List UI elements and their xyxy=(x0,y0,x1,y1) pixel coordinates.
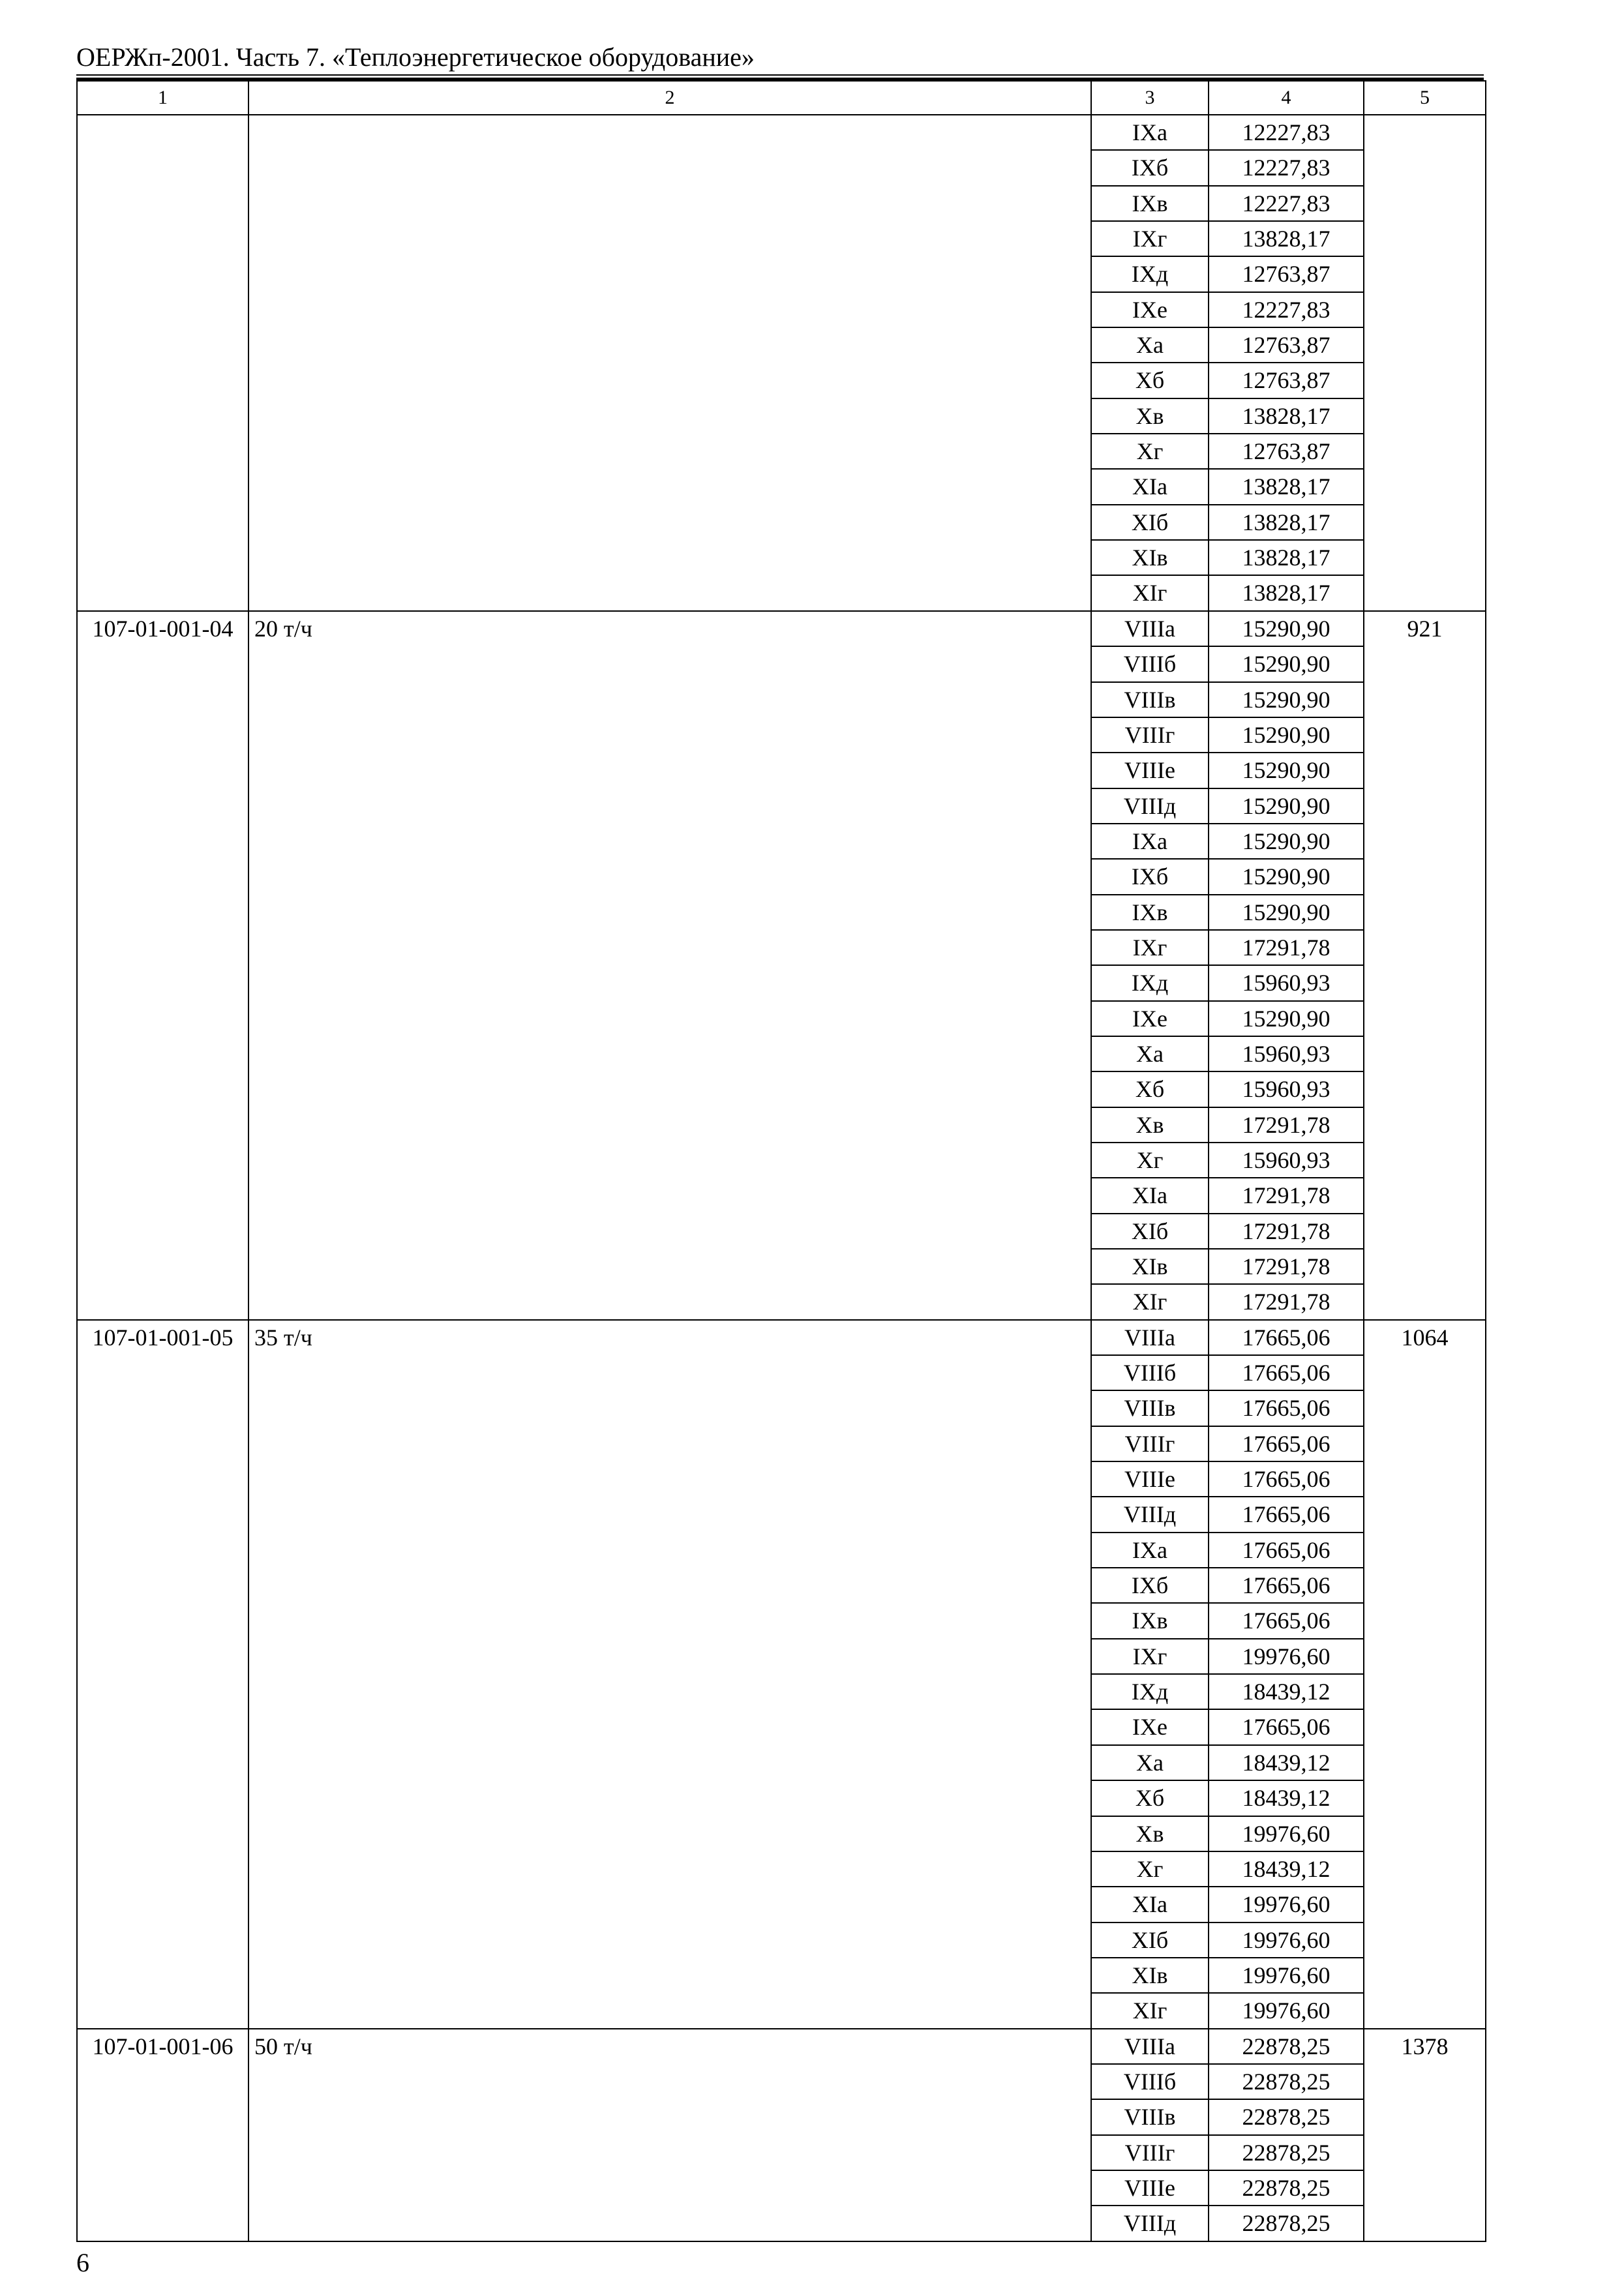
zone-cell: Xв xyxy=(1091,398,1209,434)
zone-cell: XIб xyxy=(1091,505,1209,540)
price-cell: 15960,93 xyxy=(1209,1143,1364,1178)
price-cell: 13828,17 xyxy=(1209,540,1364,575)
price-cell: 12763,87 xyxy=(1209,327,1364,363)
zone-cell: IXe xyxy=(1091,1709,1209,1744)
zone-cell: IXa xyxy=(1091,1533,1209,1568)
item-description-cell: 20 т/ч xyxy=(248,611,1091,1320)
price-cell: 13828,17 xyxy=(1209,221,1364,256)
zone-cell: VIIIв xyxy=(1091,682,1209,717)
price-cell: 18439,12 xyxy=(1209,1674,1364,1709)
price-cell: 15290,90 xyxy=(1209,859,1364,894)
zone-cell: Xв xyxy=(1091,1816,1209,1851)
zone-cell: XIб xyxy=(1091,1214,1209,1249)
value5-cell: 1064 xyxy=(1364,1320,1486,2029)
zone-cell: IXд xyxy=(1091,256,1209,292)
price-cell: 17291,78 xyxy=(1209,930,1364,965)
price-cell: 12763,87 xyxy=(1209,256,1364,292)
zone-cell: Xг xyxy=(1091,1851,1209,1887)
price-cell: 22878,25 xyxy=(1209,2029,1364,2064)
zone-cell: XIв xyxy=(1091,540,1209,575)
price-cell: 13828,17 xyxy=(1209,469,1364,504)
zone-cell: VIIIб xyxy=(1091,1355,1209,1390)
price-cell: 12227,83 xyxy=(1209,292,1364,327)
price-cell: 15290,90 xyxy=(1209,788,1364,824)
price-cell: 22878,25 xyxy=(1209,2135,1364,2170)
zone-cell: IXa xyxy=(1091,824,1209,859)
zone-cell: Xб xyxy=(1091,1780,1209,1816)
item-code-cell: 107-01-001-04 xyxy=(77,611,248,1320)
price-cell: 17665,06 xyxy=(1209,1603,1364,1638)
value5-cell xyxy=(1364,115,1486,611)
table-row xyxy=(77,2029,1486,2064)
price-cell: 19976,60 xyxy=(1209,1816,1364,1851)
price-cell: 17665,06 xyxy=(1209,1461,1364,1497)
table-row xyxy=(77,115,1486,150)
zone-cell: VIIIв xyxy=(1091,2099,1209,2134)
price-cell: 15290,90 xyxy=(1209,753,1364,788)
column-number: 4 xyxy=(1209,81,1364,115)
column-number: 2 xyxy=(248,81,1091,115)
zone-cell: XIб xyxy=(1091,1922,1209,1958)
zone-cell: IXe xyxy=(1091,1001,1209,1036)
price-cell: 17665,06 xyxy=(1209,1709,1364,1744)
zone-cell: IXг xyxy=(1091,1639,1209,1674)
price-cell: 17665,06 xyxy=(1209,1320,1364,1355)
zone-cell: XIг xyxy=(1091,1284,1209,1319)
zone-cell: VIIIг xyxy=(1091,1426,1209,1461)
price-cell: 15290,90 xyxy=(1209,717,1364,753)
header-rule xyxy=(76,74,1484,76)
rates-table xyxy=(76,80,1486,2242)
price-cell: 17665,06 xyxy=(1209,1426,1364,1461)
price-cell: 12763,87 xyxy=(1209,434,1364,469)
price-cell: 19976,60 xyxy=(1209,1922,1364,1958)
price-cell: 17665,06 xyxy=(1209,1568,1364,1603)
price-cell: 19976,60 xyxy=(1209,1958,1364,1993)
table-body xyxy=(77,81,1486,2241)
column-number: 3 xyxy=(1091,81,1209,115)
price-cell: 17291,78 xyxy=(1209,1249,1364,1284)
zone-cell: Xб xyxy=(1091,363,1209,398)
zone-cell: Xa xyxy=(1091,327,1209,363)
price-cell: 22878,25 xyxy=(1209,2206,1364,2241)
value5-cell: 1378 xyxy=(1364,2029,1486,2241)
price-cell: 17665,06 xyxy=(1209,1533,1364,1568)
price-cell: 12227,83 xyxy=(1209,186,1364,221)
price-cell: 19976,60 xyxy=(1209,1993,1364,2028)
price-cell: 15290,90 xyxy=(1209,824,1364,859)
zone-cell: Xб xyxy=(1091,1071,1209,1107)
zone-cell: IXд xyxy=(1091,965,1209,1000)
zone-cell: Xг xyxy=(1091,434,1209,469)
column-number: 5 xyxy=(1364,81,1486,115)
item-code-cell: 107-01-001-05 xyxy=(77,1320,248,2029)
zone-cell: VIIIг xyxy=(1091,2135,1209,2170)
price-cell: 15290,90 xyxy=(1209,646,1364,681)
zone-cell: IXa xyxy=(1091,115,1209,150)
zone-cell: IXв xyxy=(1091,895,1209,930)
zone-cell: IXб xyxy=(1091,150,1209,185)
zone-cell: XIг xyxy=(1091,575,1209,610)
price-cell: 17665,06 xyxy=(1209,1390,1364,1426)
page-number: 6 xyxy=(76,2248,89,2277)
price-cell: 17665,06 xyxy=(1209,1497,1364,1532)
price-cell: 15290,90 xyxy=(1209,1001,1364,1036)
zone-cell: IXв xyxy=(1091,186,1209,221)
zone-cell: IXд xyxy=(1091,1674,1209,1709)
zone-cell: Xв xyxy=(1091,1107,1209,1143)
zone-cell: IXб xyxy=(1091,1568,1209,1603)
zone-cell: VIIIe xyxy=(1091,1461,1209,1497)
item-code-cell: 107-01-001-06 xyxy=(77,2029,248,2241)
zone-cell: VIIIa xyxy=(1091,1320,1209,1355)
table-row xyxy=(77,611,1486,646)
price-cell: 22878,25 xyxy=(1209,2170,1364,2206)
price-cell: 15290,90 xyxy=(1209,895,1364,930)
table-row xyxy=(77,1320,1486,1355)
zone-cell: Xa xyxy=(1091,1745,1209,1780)
zone-cell: VIIIe xyxy=(1091,2170,1209,2206)
price-cell: 19976,60 xyxy=(1209,1887,1364,1922)
price-cell: 12227,83 xyxy=(1209,150,1364,185)
zone-cell: IXe xyxy=(1091,292,1209,327)
zone-cell: VIIIд xyxy=(1091,2206,1209,2241)
zone-cell: XIa xyxy=(1091,1178,1209,1213)
zone-cell: VIIIб xyxy=(1091,2064,1209,2099)
price-cell: 17665,06 xyxy=(1209,1355,1364,1390)
item-code-cell xyxy=(77,115,248,611)
zone-cell: VIIIв xyxy=(1091,1390,1209,1426)
item-description-cell xyxy=(248,115,1091,611)
zone-cell: IXг xyxy=(1091,930,1209,965)
item-description-cell: 35 т/ч xyxy=(248,1320,1091,2029)
zone-cell: IXв xyxy=(1091,1603,1209,1638)
price-cell: 13828,17 xyxy=(1209,505,1364,540)
zone-cell: XIa xyxy=(1091,1887,1209,1922)
price-cell: 15960,93 xyxy=(1209,1036,1364,1071)
zone-cell: VIIIб xyxy=(1091,646,1209,681)
price-cell: 17291,78 xyxy=(1209,1107,1364,1143)
page-header-title: ОЕРЖп-2001. Часть 7. «Теплоэнергетическое оборудование» xyxy=(76,42,755,72)
price-cell: 18439,12 xyxy=(1209,1851,1364,1887)
zone-cell: VIIIг xyxy=(1091,717,1209,753)
price-cell: 22878,25 xyxy=(1209,2099,1364,2134)
price-cell: 12763,87 xyxy=(1209,363,1364,398)
zone-cell: Xa xyxy=(1091,1036,1209,1071)
price-cell: 17291,78 xyxy=(1209,1178,1364,1213)
zone-cell: XIa xyxy=(1091,469,1209,504)
zone-cell: XIв xyxy=(1091,1249,1209,1284)
zone-cell: VIIIд xyxy=(1091,788,1209,824)
price-cell: 22878,25 xyxy=(1209,2064,1364,2099)
value5-cell: 921 xyxy=(1364,611,1486,1320)
price-cell: 18439,12 xyxy=(1209,1780,1364,1816)
zone-cell: XIв xyxy=(1091,1958,1209,1993)
price-cell: 15290,90 xyxy=(1209,611,1364,646)
zone-cell: IXб xyxy=(1091,859,1209,894)
price-cell: 15290,90 xyxy=(1209,682,1364,717)
column-number-row xyxy=(77,81,1486,115)
price-cell: 13828,17 xyxy=(1209,398,1364,434)
price-cell: 17291,78 xyxy=(1209,1214,1364,1249)
zone-cell: VIIIa xyxy=(1091,2029,1209,2064)
price-cell: 18439,12 xyxy=(1209,1745,1364,1780)
zone-cell: IXг xyxy=(1091,221,1209,256)
zone-cell: VIIIa xyxy=(1091,611,1209,646)
column-number: 1 xyxy=(77,81,248,115)
price-cell: 17291,78 xyxy=(1209,1284,1364,1319)
zone-cell: Xг xyxy=(1091,1143,1209,1178)
price-cell: 15960,93 xyxy=(1209,965,1364,1000)
item-description-cell: 50 т/ч xyxy=(248,2029,1091,2241)
zone-cell: XIг xyxy=(1091,1993,1209,2028)
zone-cell: VIIIe xyxy=(1091,753,1209,788)
price-cell: 13828,17 xyxy=(1209,575,1364,610)
price-cell: 12227,83 xyxy=(1209,115,1364,150)
price-cell: 19976,60 xyxy=(1209,1639,1364,1674)
price-cell: 15960,93 xyxy=(1209,1071,1364,1107)
zone-cell: VIIIд xyxy=(1091,1497,1209,1532)
